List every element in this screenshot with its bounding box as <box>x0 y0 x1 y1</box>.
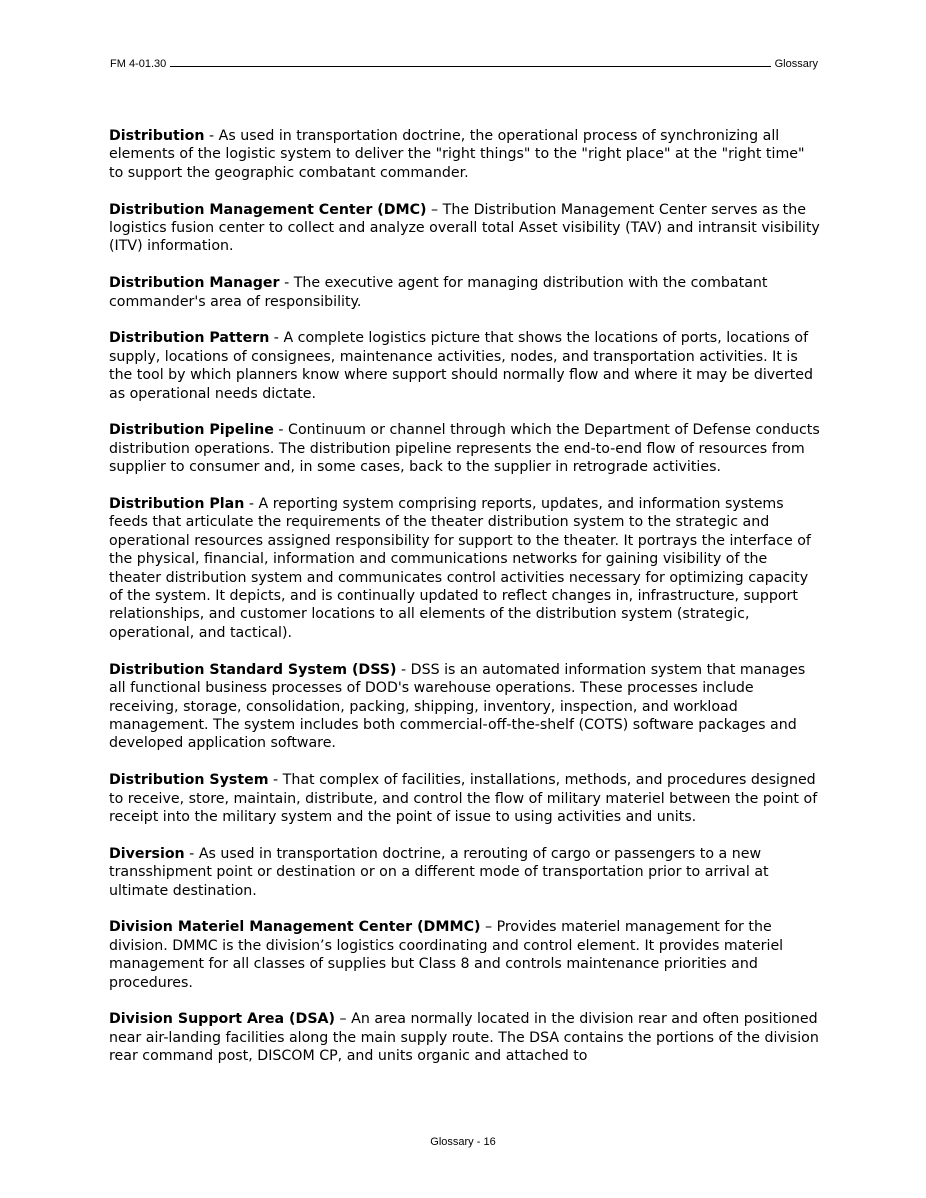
entry-definition: The executive agent for managing distribution with the combatant commander's area of responsibility. <box>109 275 768 310</box>
glossary-entry <box>109 495 821 642</box>
entry-definition: A reporting system comprising reports, updates, and information systems feeds that articulate the requirements of the theater distribution system to the strategic and operational resources assigned responsibility for support to the theater. It portrays the interface of the physical, financial, information and communications networks for gaining visibility of the theater distribution system and communicates control activities necessary for optimizing capacity of the system. It depicts, and is continually updated to reflect changes in, infrastructure, support relationships, and customer locations to all elements of the distribution system (strategic, operational, and tactical). <box>109 496 811 641</box>
entry-separator: – <box>335 1011 352 1028</box>
entry-term: Division Support Area (DSA) <box>109 1011 335 1028</box>
glossary-entry <box>109 771 821 826</box>
entry-separator: – <box>426 201 443 218</box>
glossary-entry <box>109 329 821 403</box>
page-number: Glossary - 16 <box>430 1136 496 1148</box>
entry-term: Distribution Management Center (DMC) <box>109 201 427 218</box>
entry-separator: - <box>273 422 289 439</box>
entry-separator: - <box>184 845 199 862</box>
entry-term: Distribution Pattern <box>109 330 270 347</box>
glossary-entry <box>109 421 821 476</box>
entry-term: Diversion <box>109 845 185 862</box>
entry-term: Distribution System <box>109 772 269 789</box>
entry-term: Distribution Standard System (DSS) <box>109 661 397 678</box>
entry-definition: Provides materiel management for the division. DMMC is the division’s logistics coordinating and control element. It provides materiel management for all classes of supplies but Class 8 and controls maintenance priorities and procedures. <box>109 919 784 991</box>
header-doc-number: FM 4-01.30 <box>110 58 167 70</box>
entry-definition: As used in transportation doctrine, a rerouting of cargo or passengers to a new transshipment point or destination or on a different mode of transportation prior to arrival at ultimate destination. <box>109 845 769 899</box>
page-header <box>110 54 818 70</box>
entry-definition: A complete logistics picture that shows the locations of ports, locations of supply, locations of consignees, maintenance activities, nodes, and transportation activities. It is the tool by which planners know where support should normally flow and where it may be diverted as operational needs dictate. <box>109 330 814 402</box>
entry-term: Distribution <box>109 128 205 144</box>
entry-term: Distribution Pipeline <box>109 422 274 439</box>
entry-separator: - <box>279 275 294 292</box>
entry-separator: – <box>480 919 497 936</box>
entry-definition: An area normally located in the division rear and often positioned near air-landing facilities along the main supply route. The DSA contains the portions of the division rear command post, DISCOM CP, and units organic and attached to <box>109 1011 819 1065</box>
entry-definition: Continuum or channel through which the Department of Defense conducts distribution operations. The distribution pipeline represents the end-to-end flow of resources from supplier to consumer and, in some cases, back to the supplier in retrograde activities. <box>109 422 820 476</box>
entry-definition: DSS is an automated information system that manages all functional business processes of DOD's warehouse operations. These processes include receiving, storage, consolidation, packing, shipping, inventory, inspection, and workload management. The system includes both commercial-off-the-shelf (COTS) software packages and developed application software. <box>109 661 806 752</box>
entry-separator: - <box>268 772 283 789</box>
entry-separator: - <box>204 128 219 144</box>
glossary-content <box>109 127 821 1084</box>
entry-separator: - <box>269 330 284 347</box>
entry-separator: - <box>396 661 411 678</box>
glossary-entry <box>109 918 821 992</box>
entry-term: Distribution Manager <box>109 275 280 292</box>
glossary-entry <box>109 274 821 311</box>
header-section-title: Glossary <box>774 58 818 70</box>
entry-definition: That complex of facilities, installations, methods, and procedures designed to receive, store, maintain, distribute, and control the flow of military materiel between the point of receipt into the military system and the point of issue to using activities and units. <box>109 772 818 825</box>
glossary-entry <box>109 201 821 256</box>
entry-term: Division Materiel Management Center (DMMC) <box>109 919 481 936</box>
glossary-entry <box>109 127 821 182</box>
entry-separator: - <box>244 496 259 513</box>
entry-definition: As used in transportation doctrine, the operational process of synchronizing all elements of the logistic system to deliver the "right things" to the "right place" at the "right time" to support the geographic combatant commander. <box>109 128 805 181</box>
glossary-entry <box>109 661 821 753</box>
glossary-entry <box>109 845 821 900</box>
entry-definition: The Distribution Management Center serves as the logistics fusion center to collect and analyze overall total Asset visibility (TAV) and intransit visibility (ITV) information. <box>109 201 820 255</box>
header-rule <box>170 66 770 67</box>
entry-term: Distribution Plan <box>109 496 245 513</box>
glossary-entry <box>109 1010 821 1065</box>
page-footer <box>0 1136 926 1148</box>
